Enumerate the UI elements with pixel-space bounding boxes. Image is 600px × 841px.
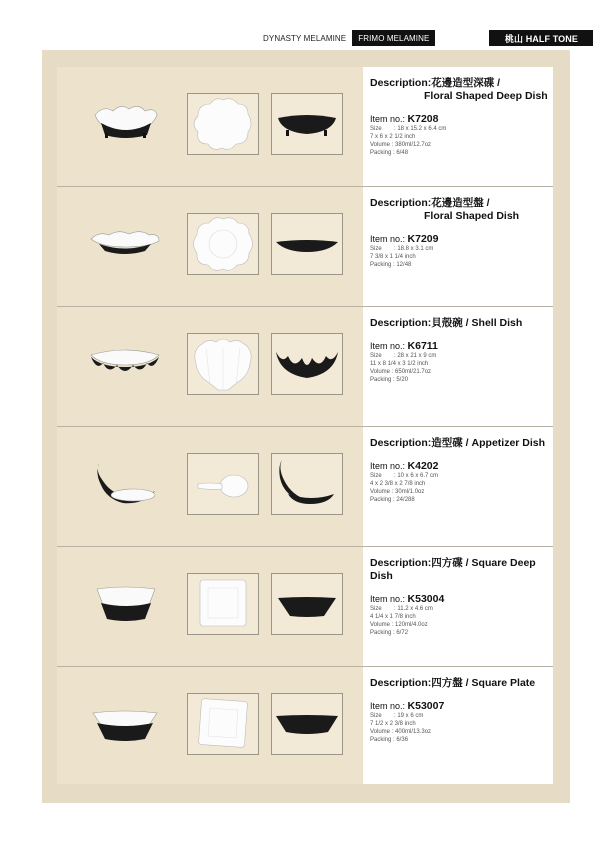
product-row: [57, 187, 553, 307]
size-cm: : 19 x 6 cm: [394, 713, 424, 719]
product-description: [370, 197, 550, 269]
header-bar: [255, 30, 593, 46]
packing: Packing : 6/72: [370, 630, 409, 636]
series-title: 桃山 HALF TONE: [489, 30, 593, 46]
square-deep-dish-photo: [95, 585, 157, 625]
desc-chinese: 花邊造型深碟 /: [431, 77, 501, 89]
floral-dish-sideview: [271, 213, 343, 275]
desc-english: Floral Shaped Dish: [424, 210, 520, 222]
item-label: Item no.:: [370, 461, 406, 471]
volume: Volume : 120ml/4.0oz: [370, 622, 428, 628]
item-number: K4202: [407, 460, 439, 472]
item-label: Item no.:: [370, 234, 406, 244]
volume: Volume : 650ml/21.7oz: [370, 369, 432, 375]
brand-dynasty: DYNASTY MELAMINE: [263, 33, 347, 43]
size-label: Size: [370, 473, 382, 479]
packing: Packing : 24/288: [370, 497, 415, 503]
size-label: Size: [370, 246, 382, 252]
size-inch: 4 x 2 3/8 x 2 7/8 inch: [370, 481, 426, 487]
desc-chinese: 四方碟 /: [431, 557, 472, 569]
size-cm: : 18 x 15.2 x 6.4 cm: [394, 126, 447, 132]
size-inch: 7 3/8 x 1 1/4 inch: [370, 254, 416, 260]
product-row: [57, 427, 553, 547]
size-label: Size: [370, 606, 382, 612]
floral-dish-photo: [89, 229, 161, 259]
desc-chinese: 四方盤 /: [431, 677, 472, 689]
product-row: [57, 547, 553, 667]
packing: Packing : 6/36: [370, 737, 409, 743]
desc-chinese: 造型碟 /: [431, 437, 472, 449]
brand-frimo: FRIMO MELAMINE: [352, 30, 435, 46]
appetizer-dish-topview: [187, 453, 259, 515]
item-label: Item no.:: [370, 114, 406, 124]
size-label: Size: [370, 353, 382, 359]
size-cm: : 18.8 x 3.1 cm: [394, 246, 434, 252]
floral-deep-dish-sideview: [271, 93, 343, 155]
item-label: Item no.:: [370, 594, 406, 604]
product-description: [370, 437, 550, 504]
desc-chinese: 貝殻碗 /: [431, 317, 472, 329]
product-description: [370, 557, 550, 637]
desc-english: Square Plate: [471, 677, 536, 689]
size-cm: : 28 x 21 x 9 cm: [394, 353, 437, 359]
desc-label: Description:: [370, 77, 432, 89]
appetizer-dish-photo: [93, 459, 159, 511]
packing: Packing : 6/48: [370, 150, 409, 156]
desc-english: Shell Dish: [471, 317, 523, 329]
size-label: Size: [370, 126, 382, 132]
product-description: [370, 317, 550, 384]
shell-dish-photo: [89, 347, 161, 381]
size-inch: 7 1/2 x 2 3/8 inch: [370, 721, 416, 727]
volume: Volume : 400ml/13.3oz: [370, 729, 432, 735]
desc-chinese: 花邊造型盤 /: [431, 197, 490, 209]
size-inch: 4 1/4 x 1 7/8 inch: [370, 614, 416, 620]
square-plate-sideview: [271, 693, 343, 755]
shell-dish-topview: [187, 333, 259, 395]
size-inch: 11 x 8 1/4 x 3 1/2 inch: [370, 361, 429, 367]
desc-english: Square Deep Dish: [370, 557, 536, 582]
size-cm: : 11.2 x 4.6 cm: [394, 606, 433, 612]
size-inch: 7 x 6 x 2 1/2 inch: [370, 134, 416, 140]
product-row: [57, 67, 553, 187]
desc-label: Description:: [370, 557, 432, 569]
desc-label: Description:: [370, 677, 432, 689]
desc-label: Description:: [370, 197, 432, 209]
size-cm: : 10 x 6 x 6.7 cm: [394, 473, 439, 479]
desc-english: Appetizer Dish: [471, 437, 546, 449]
square-deep-dish-sideview: [271, 573, 343, 635]
desc-label: Description:: [370, 317, 432, 329]
item-number: K7208: [407, 113, 439, 125]
product-row: [57, 307, 553, 427]
desc-label: Description:: [370, 437, 432, 449]
item-number: K6711: [407, 340, 438, 352]
packing: Packing : 12/48: [370, 262, 412, 268]
product-description: [370, 677, 550, 744]
desc-english: Floral Shaped Deep Dish: [424, 90, 548, 102]
packing: Packing : 5/20: [370, 377, 409, 383]
product-row: [57, 667, 553, 787]
item-number: K7209: [407, 233, 439, 245]
volume: Volume : 30ml/1.0oz: [370, 489, 425, 495]
item-label: Item no.:: [370, 341, 406, 351]
square-plate-photo: [91, 709, 159, 745]
catalog-frame: [42, 50, 570, 803]
square-plate-topview: [187, 693, 259, 755]
product-description: [370, 77, 550, 157]
square-deep-dish-topview: [187, 573, 259, 635]
floral-deep-dish-photo: [93, 101, 159, 141]
appetizer-dish-sideview: [271, 453, 343, 515]
size-label: Size: [370, 713, 382, 719]
catalog-inner: [57, 67, 553, 784]
floral-dish-topview: [187, 213, 259, 275]
floral-deep-dish-topview: [187, 93, 259, 155]
item-label: Item no.:: [370, 701, 406, 711]
volume: Volume : 380ml/12.7oz: [370, 142, 432, 148]
item-number: K53004: [407, 593, 445, 605]
item-number: K53007: [407, 700, 445, 712]
shell-dish-sideview: [271, 333, 343, 395]
